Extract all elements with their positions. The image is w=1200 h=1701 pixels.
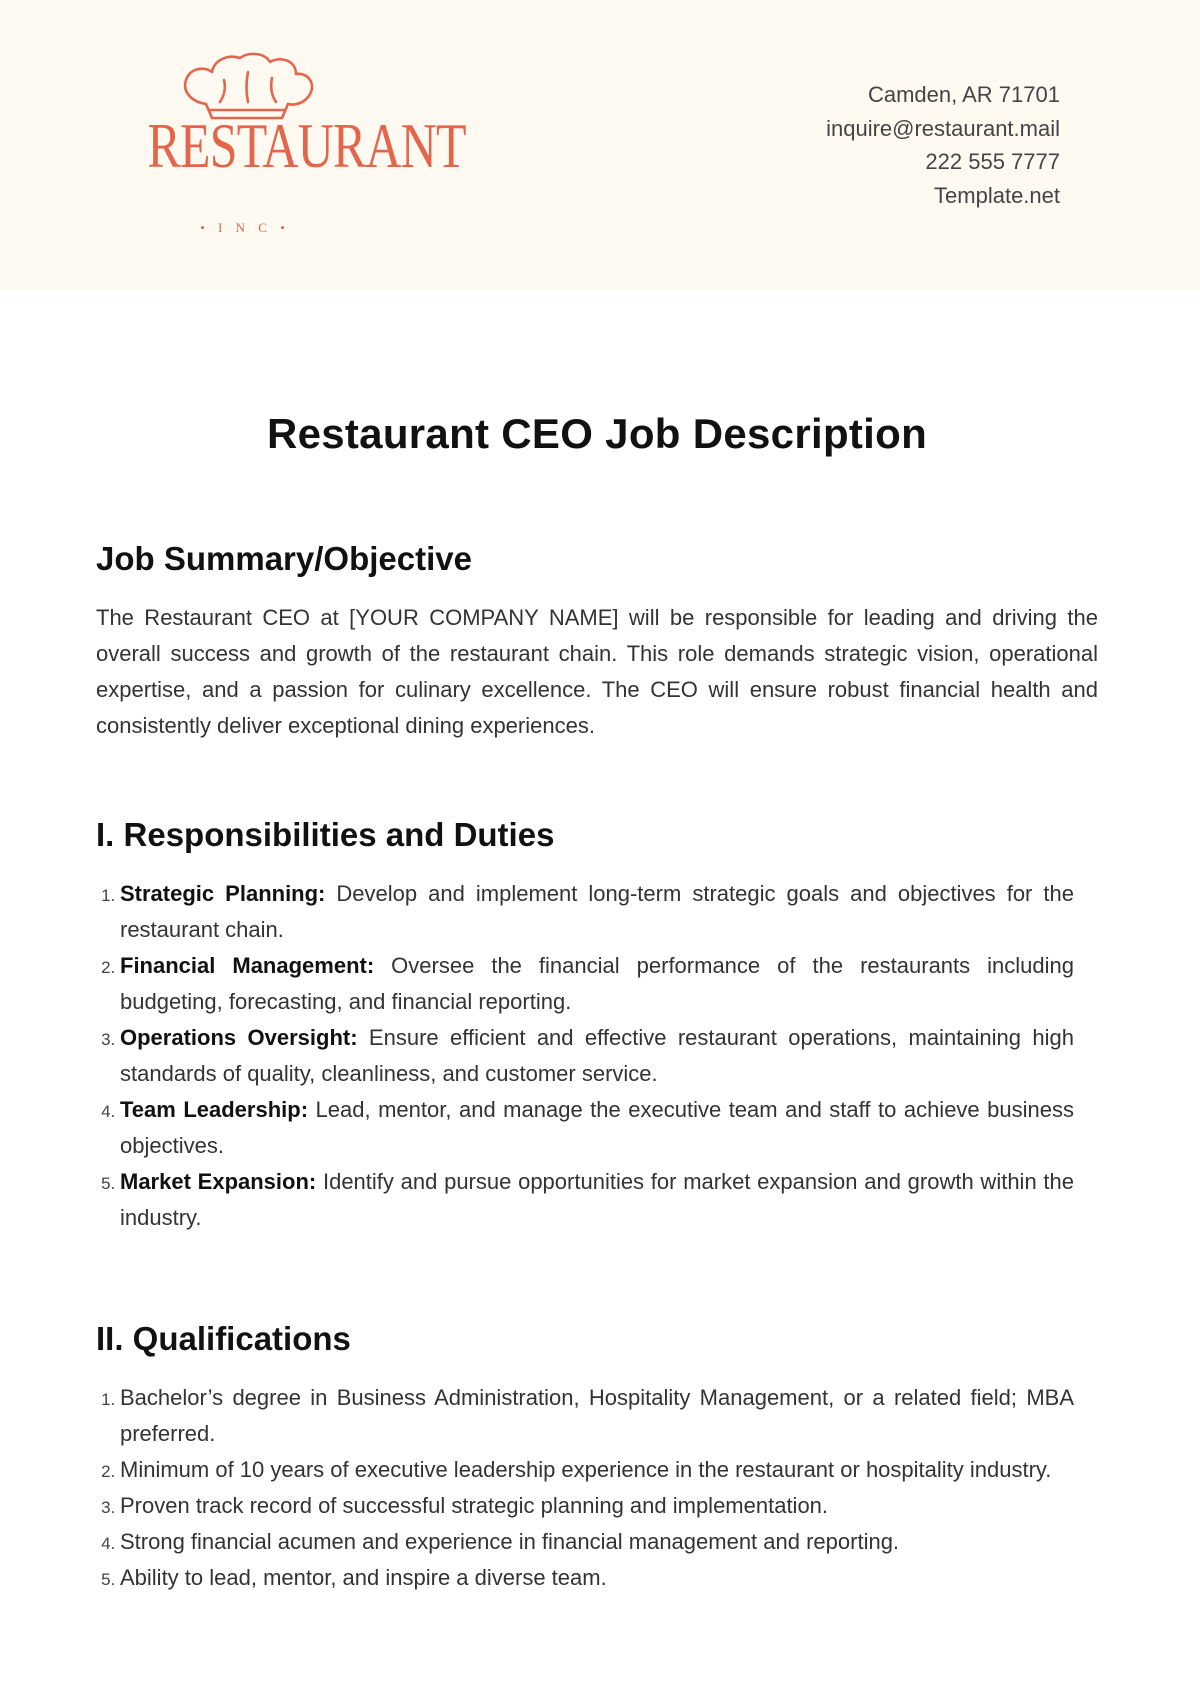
item-label: Operations Oversight: bbox=[120, 1025, 358, 1050]
list-item bbox=[120, 1164, 1074, 1236]
item-label: Team Leadership: bbox=[120, 1097, 309, 1122]
list-item bbox=[120, 948, 1074, 1020]
item-text: Lead, mentor, and manage the executive team and staff to achieve business objectives. bbox=[120, 1097, 1074, 1158]
brand-name: RESTAURANT bbox=[147, 110, 466, 181]
responsibilities-heading: I. Responsibilities and Duties bbox=[96, 816, 555, 853]
document-header bbox=[0, 0, 1200, 290]
contact-block bbox=[826, 78, 1060, 212]
list-item: 1. Bachelor’s degree in Business Administration, Hospitality Management, or a related field; MBA preferred. bbox=[120, 1380, 1074, 1452]
list-item bbox=[120, 1092, 1074, 1164]
item-label: Strategic Planning: bbox=[120, 881, 326, 906]
page-title: Restaurant CEO Job Description bbox=[266, 410, 928, 457]
qualifications-section bbox=[96, 1320, 1098, 1596]
item-text: Develop and implement long-term strategic goals and objectives for the restaurant chain. bbox=[120, 881, 1074, 942]
restaurant-logo bbox=[120, 52, 466, 242]
item-text: Oversee the financial performance of the restaurants including budgeting, forecasting, and financial reporting. bbox=[120, 953, 1074, 1014]
list-item: 2. Minimum of 10 years of executive leadership experience in the restaurant or hospitality industry. bbox=[120, 1452, 1074, 1488]
summary-text: The Restaurant CEO at [YOUR COMPANY NAME] will be responsible for leading and driving the overall success and growth of the restaurant chain. This role demands strategic vision, operational expertise, and a passion for culinary excellence. The CEO will ensure robust financial health and consistently deliver exceptional dining experiences. bbox=[96, 605, 1098, 738]
qualifications-list bbox=[96, 1380, 1074, 1596]
item-label: Market Expansion: bbox=[120, 1169, 317, 1194]
item-text: Identify and pursue opportunities for market expansion and growth within the industry. bbox=[120, 1169, 1074, 1230]
list-item: 5. Ability to lead, mentor, and inspire a diverse team. bbox=[120, 1560, 1074, 1596]
document-body bbox=[96, 410, 1098, 1596]
brand-subtitle: • I N C • bbox=[200, 220, 290, 235]
summary-heading: Job Summary/Objective bbox=[96, 540, 472, 577]
contact-email: inquire@restaurant.mail bbox=[826, 115, 1060, 141]
item-label: Financial Management: bbox=[120, 953, 375, 978]
list-item: 4. Strong financial acumen and experience in financial management and reporting. bbox=[120, 1524, 1074, 1560]
qualifications-heading: II. Qualifications bbox=[96, 1320, 351, 1357]
item-text: Ensure efficient and effective restaurant operations, maintaining high standards of quality, cleanliness, and customer service. bbox=[120, 1025, 1074, 1086]
list-item: 3. Proven track record of successful strategic planning and implementation. bbox=[120, 1488, 1074, 1524]
list-item bbox=[120, 1020, 1074, 1092]
contact-phone: 222 555 7777 bbox=[925, 149, 1060, 174]
responsibilities-list bbox=[96, 876, 1074, 1236]
responsibilities-section bbox=[96, 816, 1098, 1236]
summary-section bbox=[96, 540, 1098, 744]
contact-address: Camden, AR 71701 bbox=[867, 82, 1060, 107]
list-item bbox=[120, 876, 1074, 948]
contact-website: Template.net bbox=[934, 182, 1060, 208]
